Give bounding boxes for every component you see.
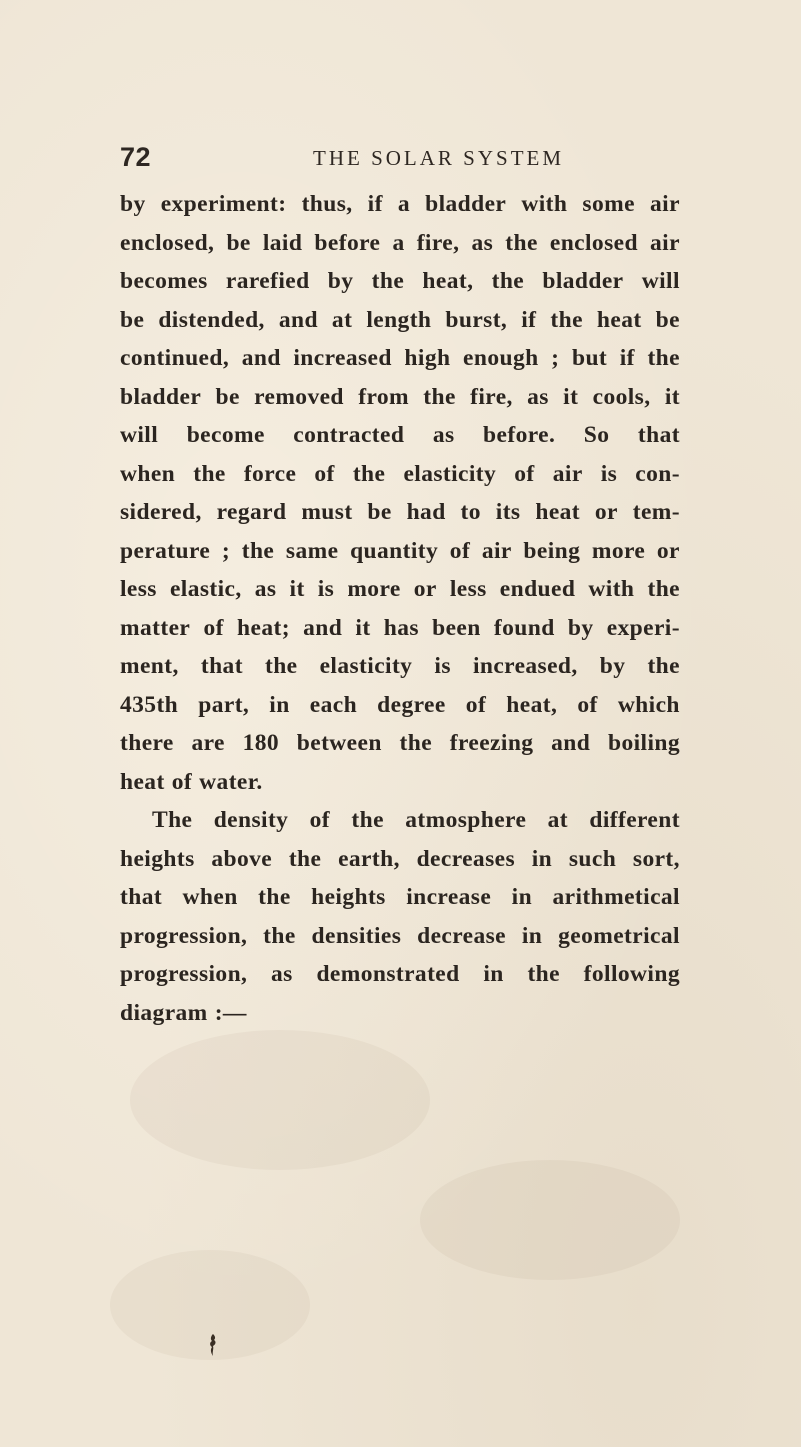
word: increased — [293, 345, 392, 371]
word: burst, — [445, 306, 508, 333]
word: elasticity — [319, 653, 413, 679]
word: heat — [120, 768, 165, 795]
word: rarefied — [225, 268, 310, 294]
word: to — [460, 499, 481, 525]
text-line — [120, 653, 680, 692]
word: the — [505, 229, 538, 256]
word: the — [647, 576, 680, 602]
word: decreases — [416, 845, 516, 872]
paper-stain — [130, 1030, 430, 1170]
word: becomes — [120, 268, 208, 294]
word: bladder — [542, 268, 624, 294]
word: and — [278, 306, 318, 333]
word: air — [650, 229, 680, 256]
word: is — [434, 653, 451, 679]
word: it — [289, 576, 305, 602]
word: in — [511, 884, 533, 910]
word: heat — [596, 306, 642, 333]
word: that — [200, 653, 243, 679]
text-line — [120, 884, 680, 923]
text-line — [120, 923, 680, 962]
running-head — [0, 142, 801, 178]
text-line — [120, 268, 680, 307]
word: before — [314, 229, 381, 256]
word: :— — [214, 999, 247, 1026]
word: the — [550, 306, 583, 333]
word: 435th — [120, 691, 179, 718]
word: as — [527, 383, 549, 410]
word: from — [358, 383, 409, 410]
word: heat — [535, 499, 581, 525]
text-line — [120, 307, 680, 346]
word: be — [226, 229, 251, 256]
word: the — [351, 807, 384, 833]
text-line — [120, 846, 680, 885]
word: of — [449, 537, 471, 564]
word: diagram — [120, 999, 208, 1026]
word: the — [423, 383, 456, 410]
word: of — [309, 807, 331, 833]
text-line — [120, 1000, 680, 1039]
word: the — [193, 460, 226, 487]
word: the — [264, 653, 298, 679]
word: before. — [483, 422, 556, 448]
word: experiment: — [160, 191, 287, 217]
word: heat, — [506, 691, 558, 718]
word: is — [317, 576, 335, 602]
text-line — [120, 422, 680, 461]
word: progression, — [120, 922, 248, 949]
word: will — [641, 268, 680, 294]
word: the — [288, 845, 322, 872]
word: perature — [120, 537, 211, 564]
word: it — [563, 383, 579, 410]
word: more — [347, 576, 401, 602]
word: if — [367, 191, 383, 217]
page-number: 72 — [120, 142, 152, 172]
word: the — [371, 268, 405, 294]
text-line — [120, 769, 680, 808]
text-line — [120, 384, 680, 423]
word: heights — [120, 845, 195, 872]
word: when — [182, 884, 238, 910]
word: laid — [262, 229, 303, 256]
text-line — [120, 499, 680, 538]
word: part, — [198, 691, 250, 718]
word: be — [215, 383, 240, 410]
word: such — [568, 845, 617, 872]
text-line — [120, 807, 680, 846]
word: by — [120, 191, 146, 217]
word: of — [465, 691, 487, 718]
text-line — [120, 692, 680, 731]
word: enclosed, — [120, 229, 215, 256]
word: The — [152, 807, 193, 833]
word: at — [547, 807, 569, 833]
word: less — [120, 576, 157, 602]
word: cools, — [592, 383, 651, 410]
text-line — [120, 576, 680, 615]
word: with — [588, 576, 635, 602]
word: decrease — [417, 922, 507, 949]
word: arithmetical — [552, 884, 680, 910]
word: as — [471, 229, 494, 256]
word: degree — [377, 691, 446, 718]
word: contracted — [293, 422, 405, 448]
word: the — [527, 961, 560, 987]
word: elastic, — [169, 576, 242, 602]
word: bladder — [120, 383, 202, 410]
text-line — [120, 538, 680, 577]
word: increase — [406, 884, 492, 910]
word: as — [254, 576, 277, 602]
word: and — [551, 730, 591, 756]
text-line — [120, 615, 680, 654]
word: same — [285, 537, 339, 564]
word: the — [352, 460, 386, 487]
word: be — [120, 306, 145, 333]
word: at — [331, 306, 353, 333]
word: fire, — [416, 229, 460, 256]
word: atmosphere — [405, 807, 527, 833]
word: the — [241, 537, 275, 564]
word: less — [449, 576, 487, 602]
word: had — [406, 499, 446, 525]
word: fire, — [470, 383, 513, 410]
running-title: THE SOLAR SYSTEM — [313, 146, 565, 170]
word: the — [491, 268, 525, 294]
word: sort, — [632, 845, 680, 872]
word: heat; — [237, 614, 290, 641]
word: densities — [311, 922, 402, 949]
word: it — [664, 383, 680, 410]
word: each — [309, 691, 358, 718]
word: its — [495, 499, 521, 525]
word: the — [647, 345, 680, 371]
word: ; — [221, 537, 231, 564]
word: must — [301, 499, 353, 525]
word: be — [367, 499, 392, 525]
word: as — [432, 422, 455, 448]
word: by — [599, 653, 626, 679]
word: be — [655, 306, 680, 333]
text-line — [120, 345, 680, 384]
word: of — [314, 460, 335, 487]
word: and — [241, 345, 281, 371]
word: in — [521, 922, 543, 949]
word: ment, — [120, 653, 179, 679]
word: water. — [199, 768, 263, 795]
word: are — [191, 730, 225, 756]
word: become — [186, 422, 265, 448]
word: it — [355, 614, 371, 641]
word: high — [404, 345, 451, 371]
word: demonstrated — [316, 961, 460, 987]
word: being — [523, 537, 581, 564]
paper-stain — [420, 1160, 680, 1280]
word: thus, — [301, 191, 353, 217]
word: quantity — [350, 537, 439, 564]
word: the — [647, 653, 680, 679]
word: which — [617, 691, 680, 718]
word: or — [594, 499, 618, 525]
word: heat, — [422, 268, 474, 294]
word: experi- — [606, 614, 680, 641]
word: progression, — [120, 961, 248, 987]
text-line — [120, 191, 680, 230]
word: by — [567, 614, 594, 641]
word: a — [397, 191, 411, 217]
word: of — [171, 768, 193, 795]
word: but — [571, 345, 608, 371]
word: and — [303, 614, 343, 641]
word: in — [483, 961, 504, 987]
word: boiling — [607, 730, 680, 756]
word: ; — [551, 345, 560, 371]
word: in — [531, 845, 553, 872]
word: geometrical — [558, 922, 680, 949]
text-line — [120, 461, 680, 500]
word: as — [271, 961, 293, 987]
word: different — [589, 807, 680, 833]
word: in — [269, 691, 290, 718]
word: the — [399, 730, 433, 756]
word: 180 — [242, 730, 280, 756]
word: continued, — [120, 345, 230, 371]
word: if — [619, 345, 635, 371]
text-line — [120, 961, 680, 1000]
word: of — [577, 691, 598, 718]
word: or — [413, 576, 437, 602]
word: density — [213, 807, 289, 833]
word: sidered, — [120, 499, 202, 525]
text-line — [120, 730, 680, 769]
word: of — [514, 460, 535, 487]
word: is — [600, 460, 618, 487]
word: elasticity — [403, 460, 497, 487]
word: air — [650, 191, 680, 217]
word: with — [521, 191, 568, 217]
word: earth, — [338, 845, 400, 872]
word: heights — [311, 884, 386, 910]
word: following — [583, 961, 680, 987]
word: So — [583, 422, 610, 448]
word: tem- — [632, 499, 680, 525]
word: a — [392, 229, 405, 256]
word: removed — [254, 383, 344, 410]
word: force — [243, 460, 297, 487]
word: air — [481, 537, 512, 564]
word: or — [656, 537, 680, 564]
word: the — [263, 922, 296, 949]
word: above — [211, 845, 273, 872]
word: there — [120, 730, 174, 756]
word: been — [432, 614, 481, 641]
word: has — [383, 614, 419, 641]
word: when — [120, 460, 176, 487]
ink-blot-mark — [206, 1332, 220, 1358]
word: distended, — [158, 306, 265, 333]
word: between — [296, 730, 382, 756]
word: matter — [120, 614, 191, 641]
word: regard — [216, 499, 287, 525]
word: enough — [463, 345, 539, 371]
word: more — [591, 537, 646, 564]
word: of — [203, 614, 224, 641]
word: by — [327, 268, 354, 294]
word: increased, — [472, 653, 578, 679]
word: some — [582, 191, 635, 217]
text-line — [120, 230, 680, 269]
word: endued — [499, 576, 576, 602]
word: will — [120, 422, 159, 448]
word: freezing — [449, 730, 534, 756]
word: enclosed — [549, 229, 638, 256]
word: if — [521, 306, 537, 333]
word: air — [552, 460, 583, 487]
word: length — [366, 306, 432, 333]
body-text — [120, 191, 680, 1038]
word: con- — [635, 460, 680, 487]
word: that — [120, 884, 163, 910]
word: bladder — [425, 191, 507, 217]
word: found — [493, 614, 555, 641]
word: the — [258, 884, 291, 910]
word: that — [637, 422, 680, 448]
